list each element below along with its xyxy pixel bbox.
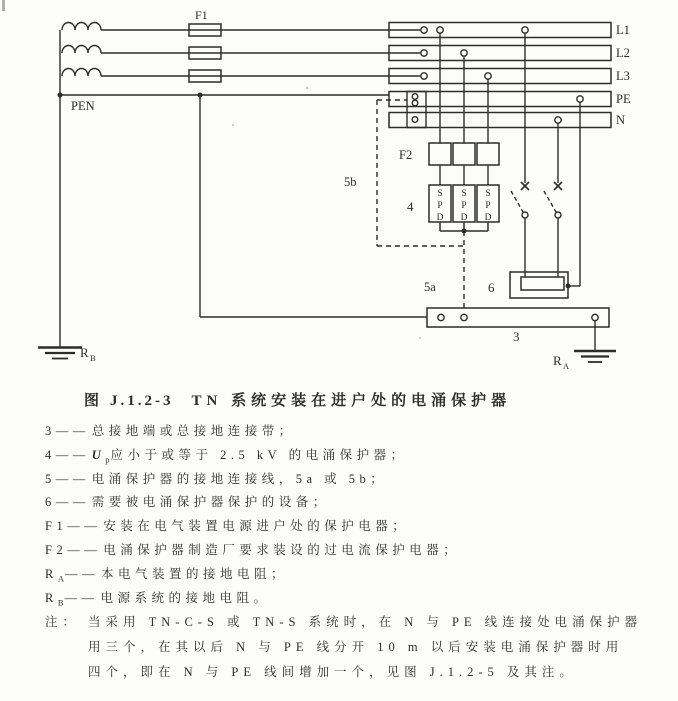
legend-item-6: 6—— 需要被电涌保护器保护的设备； [45, 495, 330, 510]
switch-2 [544, 182, 562, 277]
legend-list [45, 420, 665, 610]
spd3-letter-s: S [485, 189, 491, 199]
spd-units [429, 185, 499, 231]
busbar-n [389, 113, 611, 128]
spd3-letter-d: D [484, 213, 492, 223]
figure-note [45, 610, 670, 685]
scan-artifacts [2, 0, 421, 339]
caption-prefix: 图 [84, 393, 105, 409]
spd1-letter-s: S [437, 189, 443, 199]
terminal-l3-spd [485, 73, 491, 79]
terminal-l2-spd [461, 50, 467, 56]
label-5b: 5b [344, 175, 357, 189]
spd1-letter-p: P [437, 201, 443, 211]
label-ra-sub: A [563, 361, 570, 371]
spd2-letter-d: D [460, 213, 468, 223]
terminal-pe-equipment [577, 96, 583, 102]
winding-coil-l2 [62, 46, 101, 53]
terminal-feeder-l2 [421, 50, 427, 56]
note-label: 注： [45, 615, 81, 629]
winding-coil-l3 [62, 69, 101, 76]
spd3-letter-p: P [485, 201, 491, 211]
f2-fuse-1 [429, 143, 451, 165]
earth-bar-rect [427, 308, 609, 327]
junction-equipment-pe [566, 284, 571, 289]
note-line-2: 用三个，在其以后 N 与 PE 线分开 10 m 以后安装电涌保护器时用 [88, 640, 624, 654]
earth-busbar-3 [427, 308, 609, 327]
note-line-1: 注： 当采用 TN-C-S 或 TN-S 系统时，在 N 与 PE 线连接处电涌保护器 [45, 615, 643, 629]
f2-fuse-3 [477, 143, 499, 165]
terminal-feeder-l1 [421, 27, 427, 33]
label-6: 6 [488, 280, 495, 295]
label-l1: L1 [616, 23, 630, 37]
equipment-6 [510, 272, 568, 298]
terminal-earthbar-ra [592, 314, 598, 320]
switch2-terminal [555, 212, 561, 218]
switch2-blade [544, 191, 556, 212]
equipment-inner-box [521, 277, 564, 290]
spd1-letter-d: D [436, 213, 444, 223]
label-rb: R [80, 345, 89, 360]
terminal-feeder-l3 [421, 73, 427, 79]
legend-item-4: 4—— $U_p$应小于或等于 2.5 kV 的电涌保护器； [45, 447, 408, 465]
terminal-earthbar-5a [461, 314, 467, 320]
legend-item-3: 3—— 总接地端或总接地连接带； [45, 424, 296, 438]
label-5a: 5a [424, 280, 436, 294]
label-3: 3 [513, 329, 520, 344]
spd2-letter-p: P [461, 201, 467, 211]
note-line-3: 四个，即在 N 与 PE 线间增加一个，见图 J.1.2-5 及其注。 [88, 665, 577, 679]
legend-item-ra: $R_A——$ 本电气装置的接地电阻； [45, 566, 288, 584]
switch-1 [511, 182, 529, 277]
pen-earthing-run [200, 95, 438, 317]
junction-pen-source [58, 93, 63, 98]
spd2-letter-s: S [461, 189, 467, 199]
equipment-outer-box [510, 272, 568, 298]
switch1-blade [511, 191, 523, 212]
terminal-l1-spd [437, 27, 443, 33]
terminal-earthbar-pen [438, 314, 444, 320]
f2-fuses [429, 143, 499, 165]
label-ra: R [553, 353, 562, 368]
legend-item-rb: $R_B——$ 电源系统的接地电阻。 [45, 590, 271, 608]
disconnect-switches [511, 182, 562, 277]
label-l2: L2 [616, 46, 630, 60]
f2-fuse-2 [453, 143, 475, 165]
label-pe: PE [616, 92, 631, 106]
label-rb-sub: B [90, 353, 96, 363]
figure-caption [84, 391, 511, 411]
label-pen: PEN [71, 99, 95, 113]
label-f2: F2 [399, 148, 413, 162]
switch1-terminal [522, 212, 528, 218]
legend-item-f2: F2—— 电涌保护器制造厂要求装设的过电流保护电器； [45, 542, 461, 557]
caption-number: J.1.2-3 [110, 393, 174, 409]
junction-pen-earth [198, 93, 203, 98]
terminal-n-switch [555, 117, 561, 123]
ground-rb [38, 348, 82, 359]
label-n: N [616, 113, 626, 127]
transformer-windings [60, 23, 420, 348]
legend-item-f1: F1—— 安装在电气装置电源进户处的保护电器； [45, 519, 410, 534]
label-4: 4 [407, 199, 414, 214]
winding-coil-l1 [62, 23, 101, 31]
terminal-l1-switch [522, 27, 528, 33]
junction-spd-bus [462, 229, 467, 234]
label-l3: L3 [616, 69, 630, 83]
caption-title: TN 系统安装在进户处的电涌保护器 [191, 393, 512, 409]
label-f1: F1 [195, 8, 208, 22]
legend-item-5: 5—— 电涌保护器的接地连接线，5a 或 5b； [45, 471, 388, 486]
f2-spd-connectors [440, 165, 488, 185]
